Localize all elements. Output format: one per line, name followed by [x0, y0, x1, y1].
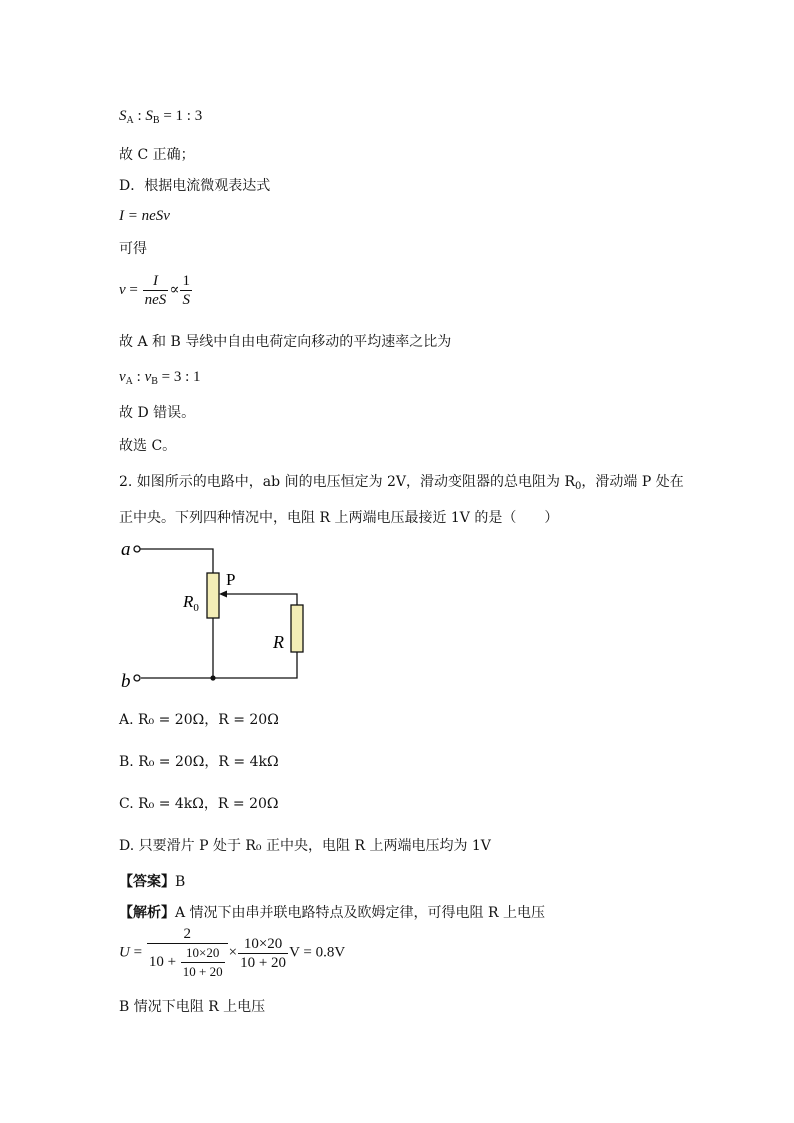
r-label: R [273, 632, 284, 652]
ratio-sa-sb: $S_A$ : $S_B = 1$ : 3 [119, 108, 203, 126]
option-a: A. R₀ = 20Ω，R = 20Ω [119, 712, 279, 728]
answer-value: B [175, 874, 186, 890]
option-c: C. R₀ = 4kΩ，R = 20Ω [119, 796, 279, 812]
kede-line: 可得 [119, 241, 147, 257]
slider-arrow [219, 591, 227, 598]
choose-line: 故选 C。 [119, 438, 177, 454]
ab-speed-line: 故 A 和 B 导线中自由电荷定向移动的平均速率之比为 [119, 334, 452, 350]
option-b: B. R₀ = 20Ω，R = 4kΩ [119, 754, 279, 770]
circuit-diagram [115, 535, 315, 695]
option-d: D. 只要滑片 P 处于 R₀ 正中央，电阻 R 上两端电压均为 1V [119, 838, 491, 854]
answer-tag: 【答案】 [119, 874, 175, 890]
terminal-a-label: a [121, 539, 131, 560]
terminal-b [134, 675, 140, 681]
current-formula: I = neSv [119, 208, 170, 224]
junction-dot [210, 675, 215, 680]
terminal-b-label: b [121, 671, 131, 692]
d-wrong-line: 故 D 错误。 [119, 405, 196, 421]
question-2-line-1: 2. 如图所示的电路中，ab 间的电压恒定为 2V，滑动变阻器的总电阻为 $R_0$，滑动端 P 处在 [119, 474, 684, 492]
resistor-r0 [207, 573, 219, 618]
question-2-line-2: 正中央。下列四种情况中，电阻 R 上两端电压最接近 1V 的是（ ） [119, 510, 559, 526]
p-label: P [226, 570, 236, 589]
c-correct-line: 故 C 正确； [119, 147, 195, 163]
analysis-line: 【解析】A 情况下由串并联电路特点及欧姆定律，可得电阻 R 上电压 [119, 905, 546, 921]
d-intro-line: D．根据电流微观表达式 [119, 178, 271, 194]
terminal-a [134, 546, 140, 552]
answer-line [119, 873, 185, 891]
analysis-tag: 【解析】 [119, 905, 175, 921]
r0-label: $R_0$ [183, 592, 199, 614]
ratio-va-vb: $v_A$ : $v_B = 3$ : 1 [119, 369, 201, 387]
b-case-line: B 情况下电阻 R 上电压 [119, 999, 266, 1015]
voltage-formula: U = 2 10 + $\frac{10\times 20}{10 + 20}$ × $\frac{10\times 20}{10 + 20}$ V = 0.8V [119, 926, 346, 979]
resistor-r [291, 605, 303, 652]
velocity-formula: v = $\frac{I}{\text{neS}}$ ∝ $\frac{1}{S}$ [119, 273, 190, 308]
